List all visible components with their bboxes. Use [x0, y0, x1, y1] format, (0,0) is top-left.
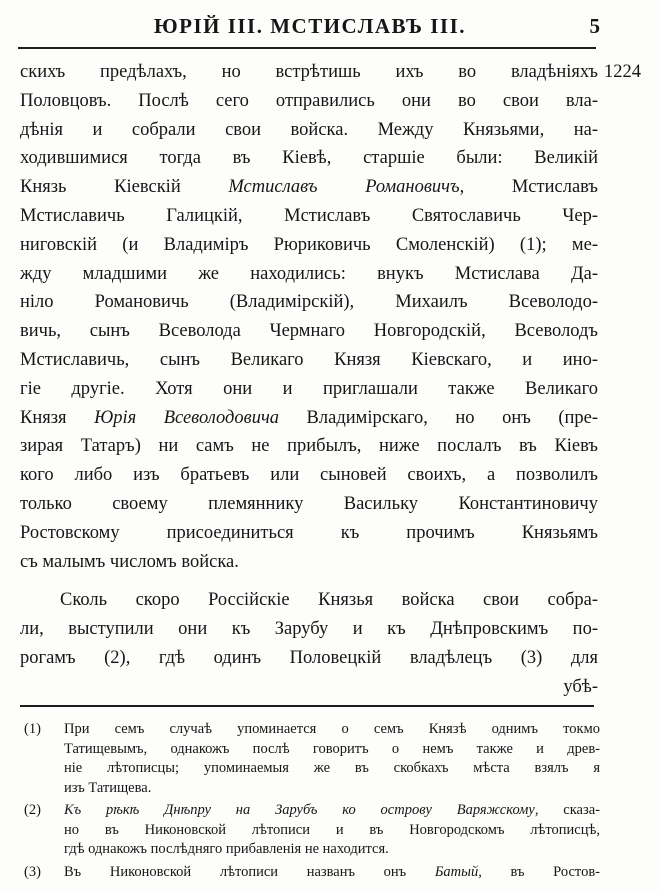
text-line: [20, 346, 598, 375]
text-run: Сколь скоро Россійскіе Князья войска свои собра-: [60, 590, 598, 611]
text-run: скихъ предѣлахъ, но встрѣтишь ихъ во владѣніяхъ: [20, 62, 598, 82]
text-run: жду младшими же находились: внукъ Мстислава Да-: [20, 263, 598, 284]
italic-run: Батый: [434, 863, 479, 880]
text-line: [20, 548, 598, 577]
footnote-mark: (2): [24, 802, 41, 818]
margin-year: 1224: [604, 62, 641, 82]
footnote-line: [64, 759, 600, 779]
header-rule: [18, 47, 596, 49]
text-line: [20, 375, 598, 404]
text-run: ли, выступили они къ Зарубу и къ Днѣпровскимъ по-: [20, 619, 598, 640]
text-line: [20, 432, 598, 461]
footnote-line: [64, 720, 600, 740]
text-run: ходившимися тогда въ Кіевѣ, старшіе были: Великій: [20, 148, 598, 169]
text-line: [20, 231, 598, 260]
text-run: Владимірскаго, но онъ (пре-: [279, 407, 598, 428]
text-line: [20, 58, 598, 87]
footnote-line: [64, 779, 600, 799]
text-run: убѣ-: [563, 676, 598, 697]
text-run: гіе другіе. Хотя они и приглашали также Великаго: [20, 378, 598, 399]
text-line: [20, 202, 598, 231]
footnote: [20, 720, 600, 798]
text-line: [20, 673, 598, 702]
text-run: При семъ случаѣ упоминается о семъ Князѣ однимъ токмо: [64, 721, 600, 737]
text-run: зирая Татаръ) ни самъ не прибылъ, ниже послалъ въ Кіевъ: [20, 436, 598, 457]
text-line: [20, 87, 598, 116]
text-line: [20, 519, 598, 548]
text-run: изъ Татищева.: [64, 779, 152, 796]
footnote-line: [64, 863, 600, 883]
footnote-mark: (3): [24, 863, 41, 880]
text-run: ніе лѣтописцы; упоминаемыя же въ скобкахъ мѣста взялъ я: [64, 760, 600, 776]
footnote-mark: (1): [24, 721, 41, 737]
text-run: вичь, сынъ Всеволода Чермнаго Новгородскій, Всеволодъ: [20, 321, 598, 342]
text-run: Князя: [20, 407, 95, 428]
footnote-line: [64, 740, 600, 760]
text-line: [20, 173, 598, 202]
text-run: Въ Никоновской лѣтописи названъ онъ: [64, 863, 435, 880]
text-line: [20, 461, 598, 490]
text-line: [20, 144, 598, 173]
text-run: , сказа-: [534, 802, 600, 818]
footnote-rule: [20, 705, 594, 707]
footnote: [20, 801, 600, 860]
footnote-line: [64, 840, 600, 860]
text-line: [20, 260, 598, 289]
footnote-line: [64, 801, 600, 821]
text-run: , въ Ростов-: [478, 863, 600, 880]
page-number: 5: [589, 14, 600, 38]
text-line: [20, 490, 598, 519]
text-run: Мстиславичь Галицкій, Мстиславъ Святославичь Чер-: [20, 205, 598, 226]
footnote: [20, 863, 600, 883]
running-head: [20, 10, 600, 42]
text-run: ниговскій (и Владиміръ Рюриковичь Смоленскій) (1); ме-: [20, 234, 598, 255]
text-line: [20, 404, 598, 433]
paragraph-gap: [20, 576, 598, 586]
italic-run: Мстиславъ Романовичъ: [228, 177, 460, 198]
text-run: дѣнія и собрали свои войска. Между Князьями, на-: [20, 119, 598, 140]
main-text: [20, 58, 598, 702]
text-run: кого либо изъ братьевъ или сыновей своихъ, а позволилъ: [20, 465, 598, 486]
text-run: Мстиславичь, сынъ Великаго Князя Кіевскаго, и ино-: [20, 349, 598, 370]
text-line: [20, 317, 598, 346]
text-run: гдѣ однакожъ послѣдняго прибавленія не находится.: [64, 841, 389, 857]
text-run: Ростовскому присоединиться къ прочимъ Князьямъ: [20, 522, 598, 543]
text-run: , Мстиславъ: [459, 177, 598, 198]
text-line: [20, 116, 598, 145]
italic-run: Юрія Всеволодовича: [94, 407, 280, 428]
italic-run: Къ рѣкѣ Днѣпру на Зарубъ ко острову Варяжскому: [64, 802, 535, 818]
running-title: ЮРІЙ ІІІ. МСТИСЛАВЪ ІІІ.: [153, 14, 466, 38]
footnotes: [20, 720, 600, 885]
text-run: Татищевымъ, однакожъ послѣ говоритъ о немъ также и древ-: [64, 740, 600, 757]
text-run: Половцовъ. Послѣ сего отправились они во свои вла-: [20, 90, 598, 111]
text-line: [20, 615, 598, 644]
text-line: [20, 288, 598, 317]
text-run: Князь Кіевскій: [20, 177, 229, 198]
text-line: [20, 586, 598, 615]
text-line: [20, 644, 598, 673]
text-run: рогамъ (2), гдѣ одинъ Половецкій владѣлецъ (3) для: [20, 647, 598, 668]
text-run: только своему племяннику Васильку Константиновичу: [20, 493, 598, 514]
text-run: но въ Никоновской лѣтописи и въ Новгородскомъ лѣтописцѣ,: [64, 821, 600, 838]
footnote-line: [64, 821, 600, 841]
text-run: ніло Романовичь (Владимірскій), Михаилъ Всеволодо-: [20, 292, 598, 313]
text-run: съ малымъ числомъ войска.: [20, 551, 239, 572]
